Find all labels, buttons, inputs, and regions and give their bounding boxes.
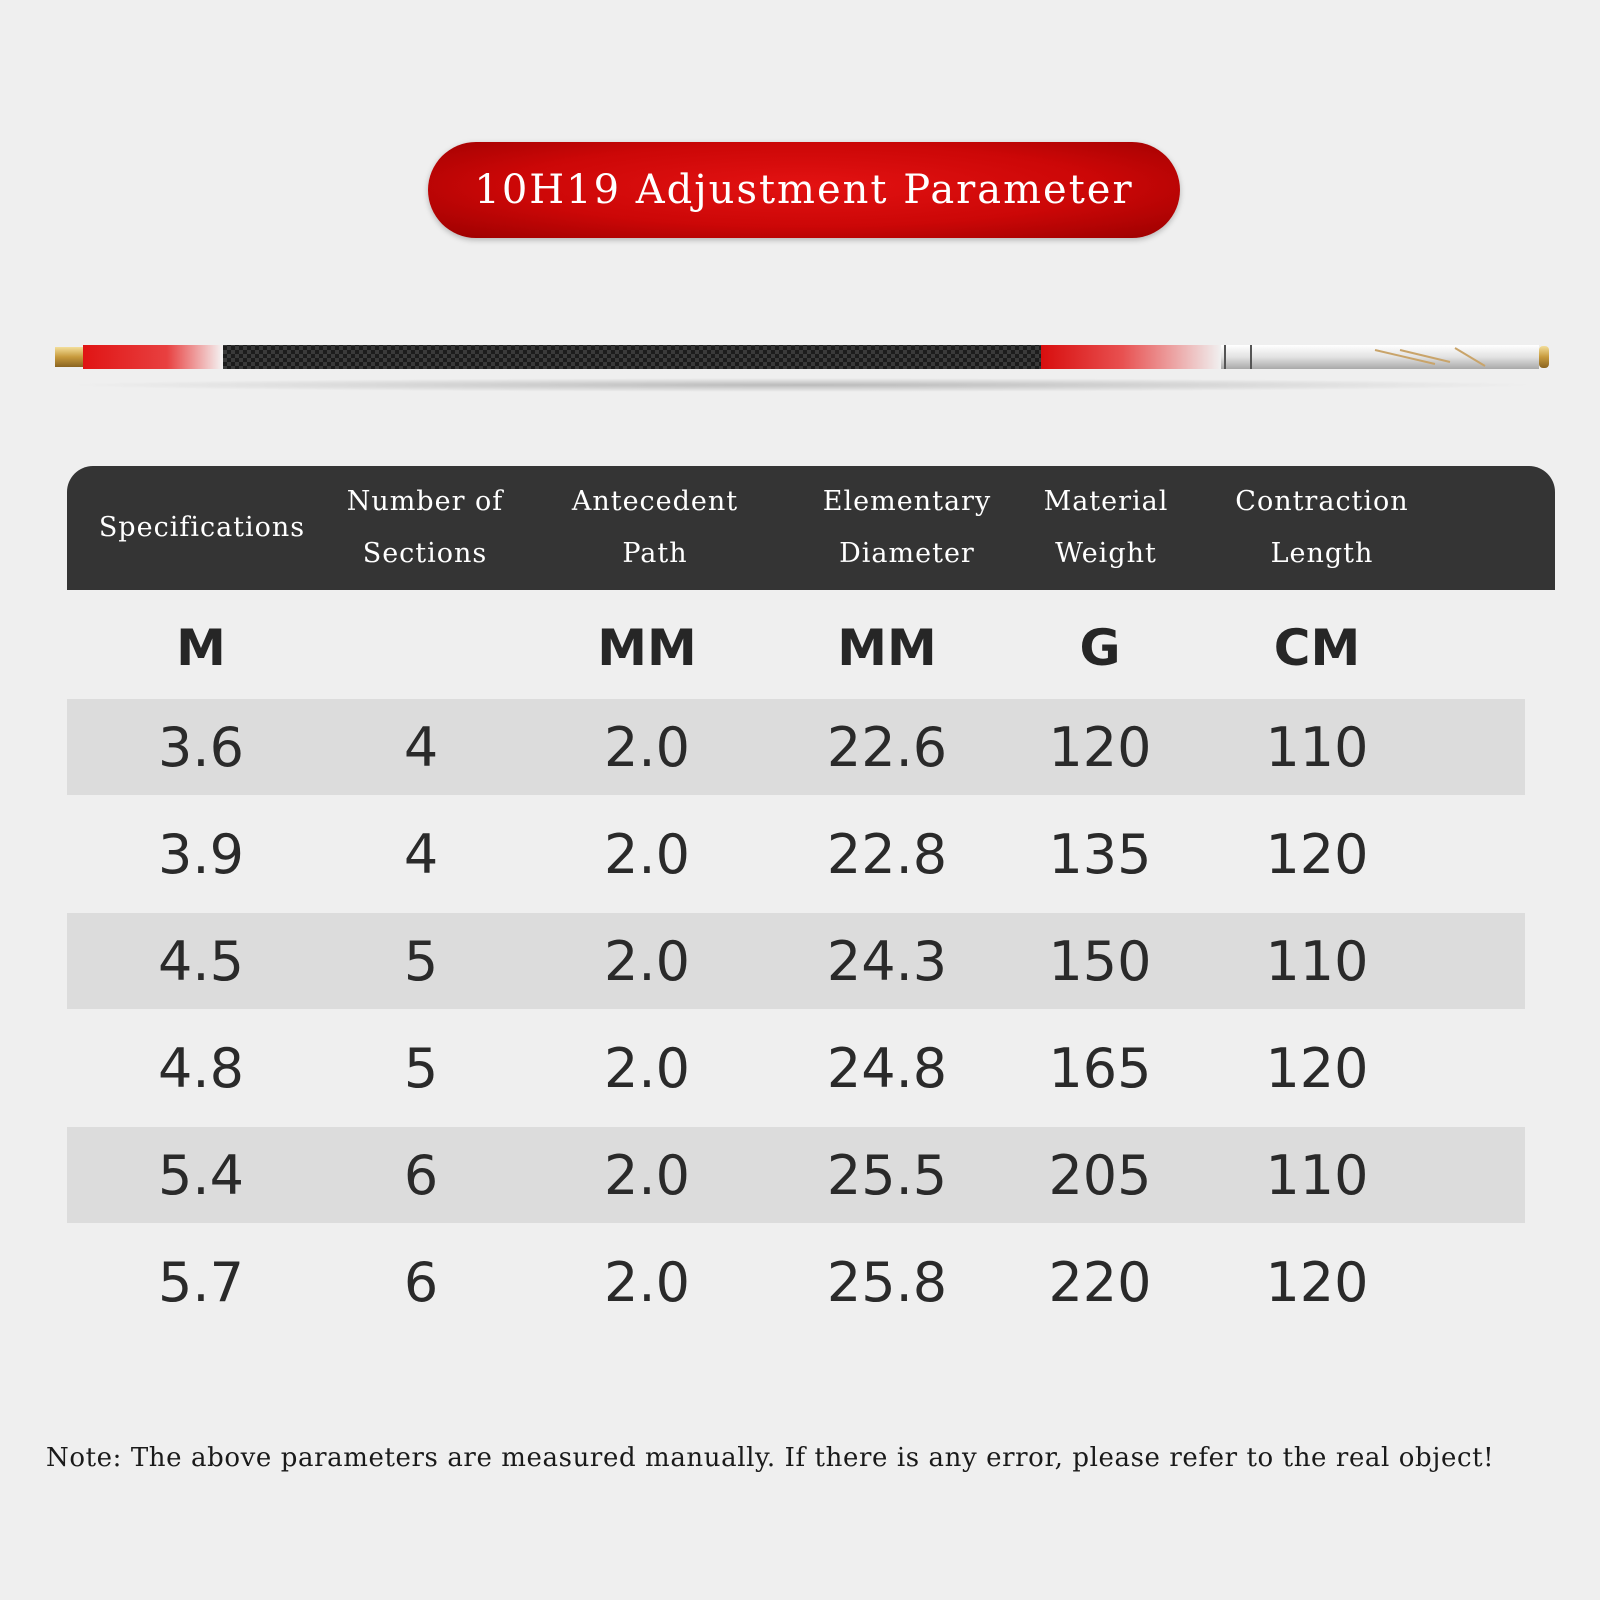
units-row (67, 600, 1525, 696)
table-cell: 24.3 (826, 929, 948, 993)
header-label-line: Diameter (839, 538, 975, 569)
page-title: 10H19 Adjustment Parameter (474, 167, 1134, 213)
header-contraction-length (1202, 466, 1442, 590)
rod-tip-cap (1539, 346, 1549, 368)
header-material-weight (1013, 466, 1199, 590)
table-cell: 25.8 (826, 1250, 948, 1314)
table-cell: 6 (403, 1143, 439, 1207)
table-cell: 25.5 (826, 1143, 948, 1207)
table-cell: 120 (1265, 1250, 1369, 1314)
table-cell: 24.8 (826, 1036, 948, 1100)
table-cell: 3.9 (158, 822, 244, 886)
fishing-rod-image (55, 342, 1549, 372)
unit-label (301, 600, 541, 696)
table-cell: 2.0 (604, 1250, 690, 1314)
header-label-line: Number of (346, 486, 504, 517)
table-cell: 120 (1048, 715, 1152, 779)
table-cell: 2.0 (604, 1143, 690, 1207)
table-cell: 5 (403, 1036, 439, 1100)
header-label-line: Weight (1055, 538, 1157, 569)
table-cell: 135 (1048, 822, 1152, 886)
table-cell: 6 (403, 1250, 439, 1314)
table-cell: 110 (1265, 1143, 1369, 1207)
header-label-line: Sections (362, 538, 488, 569)
table-cell: 2.0 (604, 929, 690, 993)
table-cell: 2.0 (604, 1036, 690, 1100)
header-elementary-diameter (787, 466, 1027, 590)
table-row (67, 1234, 1525, 1330)
table-cell: 5.4 (158, 1143, 244, 1207)
unit-label: M (176, 619, 226, 677)
rod-shadow (62, 378, 1542, 392)
table-cell: 120 (1265, 822, 1369, 886)
rod-red-section (83, 345, 223, 369)
table-cell: 205 (1048, 1143, 1152, 1207)
table-row (67, 1020, 1525, 1116)
table-cell: 110 (1265, 929, 1369, 993)
table-cell: 150 (1048, 929, 1152, 993)
table-cell: 2.0 (604, 822, 690, 886)
header-antecedent-path (535, 466, 775, 590)
table-row (67, 913, 1525, 1009)
rod-carbon-section (223, 345, 1041, 369)
header-label-line: Antecedent (571, 486, 739, 517)
header-label-line: Path (622, 538, 688, 569)
header-label-line: Material (1043, 486, 1169, 517)
table-cell: 2.0 (604, 715, 690, 779)
table-cell: 4 (403, 715, 439, 779)
table-cell: 22.6 (826, 715, 948, 779)
table-row (67, 699, 1525, 795)
rod-gold-cap (55, 347, 83, 367)
table-cell: 4 (403, 822, 439, 886)
header-number-of-sections (305, 466, 545, 590)
footnote: Note: The above parameters are measured manually. If there is any error, please refer to the real object! (46, 1443, 1495, 1473)
table-cell: 4.8 (158, 1036, 244, 1100)
header-label-line: Length (1270, 538, 1374, 569)
header-specifications (67, 466, 337, 590)
unit-label: G (1079, 619, 1121, 677)
table-header (67, 466, 1555, 590)
table-cell: 4.5 (158, 929, 244, 993)
table-cell: 5.7 (158, 1250, 244, 1314)
table-cell: 110 (1265, 715, 1369, 779)
table-cell: 3.6 (158, 715, 244, 779)
header-label-line: Contraction (1235, 486, 1409, 517)
header-label-line: Specifications (98, 512, 306, 543)
table-cell: 120 (1265, 1036, 1369, 1100)
title-banner (428, 142, 1180, 238)
unit-label: MM (837, 619, 937, 677)
table-row (67, 806, 1525, 902)
table-cell: 22.8 (826, 822, 948, 886)
table-cell: 5 (403, 929, 439, 993)
unit-label: CM (1273, 619, 1361, 677)
unit-label: MM (597, 619, 697, 677)
header-label-line: Elementary (822, 486, 992, 517)
table-row (67, 1127, 1525, 1223)
rod-red-band (1041, 345, 1221, 369)
table-cell: 165 (1048, 1036, 1152, 1100)
table-cell: 220 (1048, 1250, 1152, 1314)
rod-silver-section (1221, 345, 1539, 369)
